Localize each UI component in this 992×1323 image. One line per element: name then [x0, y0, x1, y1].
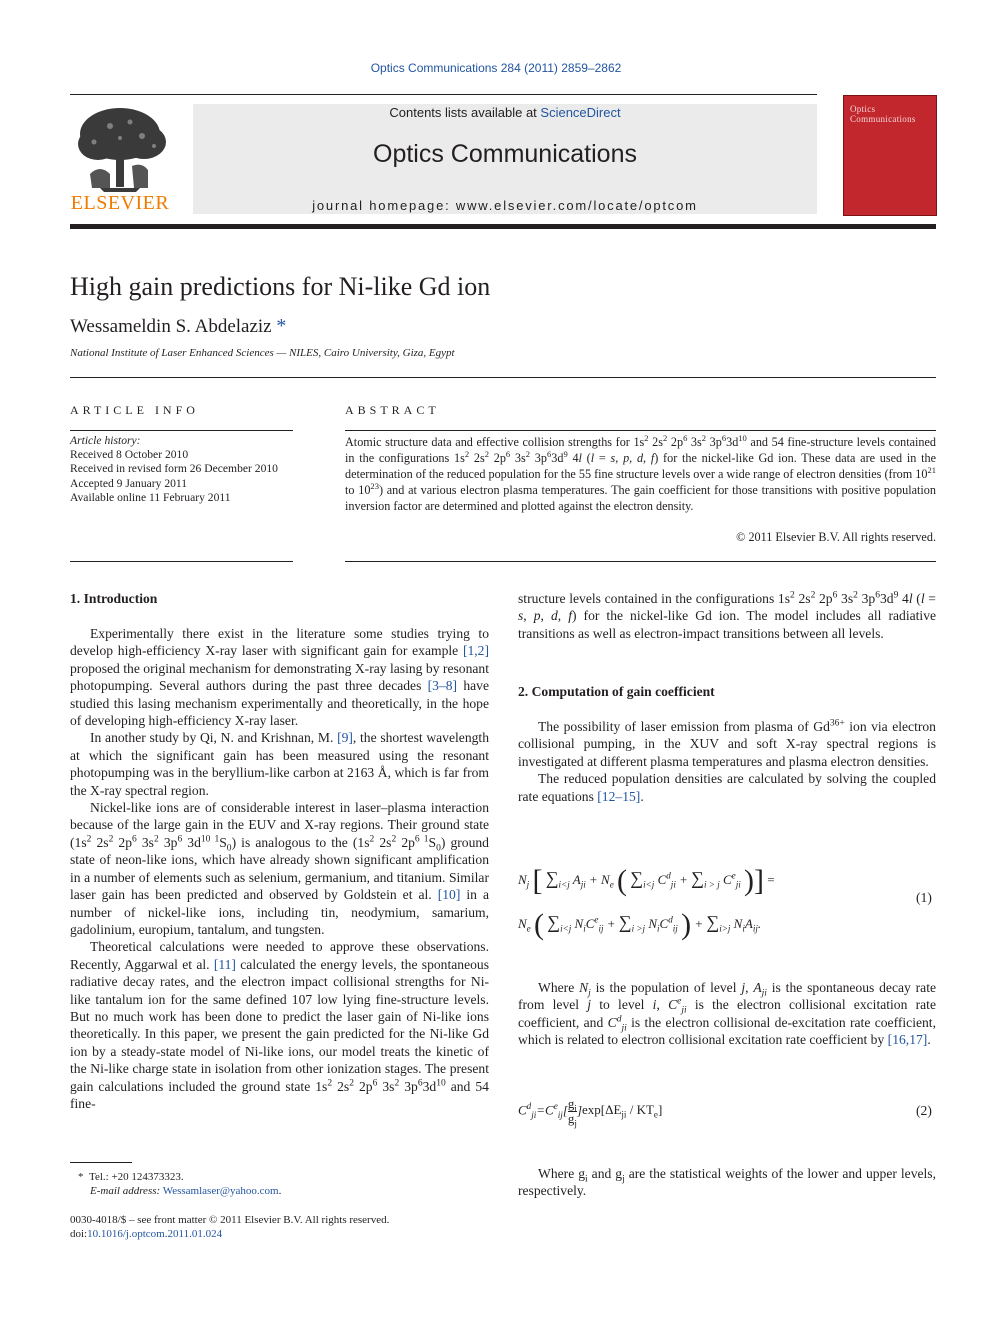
cover-title	[850, 104, 930, 124]
journal-cover-thumbnail	[843, 95, 937, 216]
gain-paragraph-3: Where $N_j$ is the population of level j, $A_{ji}$ is the spontaneous decay rate from level j to level i, $C^e_{ji}$ is the electron collisional excitation rate coefficient, and $C^d_{ji}$ is the electron collisional de-excitation rate coefficient, which is related to electron collisional excitation rate coefficient by [16,17].	[518, 980, 937, 1048]
gain-body	[518, 718, 936, 805]
history-accepted: Accepted 9 January 2011	[70, 476, 188, 490]
abstract-rule	[345, 430, 936, 431]
equation-1-number: (1)	[916, 890, 932, 905]
footnote-tel: Tel.: +20 124373323.	[89, 1171, 184, 1183]
section-heading-gain: 2. Computation of gain coefficient	[518, 684, 715, 699]
gain-definitions	[518, 979, 936, 1049]
equation-1-line-1: $N_j$ [ $\sum_{i<j}$ $A_{ji} + N_e$ ( $\sum_{i<j}$ $C^d_{ji} + \sum_{i > j}$ $C^e_{ji}$ )] =	[518, 864, 775, 897]
equation-1-line-2: $N_e$ ( $\sum_{i<j}$ $N_iC^e_{ij} + \sum_{i >j}$ $N_iC^d_{ij}$ ) + $\sum_{i>j}$ $N_iA_{ij}$.	[518, 908, 762, 941]
abstract-text: Atomic structure data and effective collision strengths for $1s^2$ $2s^2$ $2p^6$ $3s^2$ $3p^63d^{10}$ and 54 fine-structure levels contained in the configurations $1s^2$ $2s^2$ $2p^6$ $3s^2$ $3p^63d^9$ 4l (l = s, p, d, f) for the nickel-like Gd ion. These data are used in the determination of the reduced population for the 55 fine structure levels over a wide range of electron densities (from $10^{21}$ to $10^{23}$) and at various electron plasma temperatures. The gain coefficient for those transitions with positive population inversion factor are determined and plotted against the electron density.	[345, 432, 937, 513]
section-heading-introduction: 1. Introduction	[70, 591, 158, 606]
abstract-bottom-rule	[345, 561, 936, 562]
intro-paragraph-3: Nickel-like ions are of considerable interest in laser–plasma interaction because of the large gain in the EUV and X-ray regions. Their ground state ($1s^2$ $2s^2$ $2p^6$ $3s^2$ $3p^6$ $3d^{10 1}S_0$) is analogous to the ($1s^2$ $2s^2$ $2p^{6 1}S_0$) ground state of neon-like ions, which have already shown significant amplification in a number of elements such as selenium, germanium, and titanium. Similar laser gain has been predicted and observed by Goldstein et al. [10] in a number of nickel-like ions, including tin, neodymium, samarium, gadolinium, europium, tantalum, and tungsten.	[70, 800, 490, 937]
copyright-notice: © 2011 Elsevier B.V. All rights reserved.	[736, 530, 936, 544]
equation-1	[518, 852, 818, 948]
intro-paragraph-1: Experimentally there exist in the literature some studies trying to develop high-efficiency X-ray laser with significant gain for example [1,2] proposed the original mechanism for demonstrating X-ray lasing by resonant photopumping. Several authors during the past three decades [3–8] have studied this lasing mechanism experimentally and theoretically, in the hope of developing high-efficiency X-ray laser.	[70, 626, 489, 729]
intro-paragraph-4-continued: structure levels contained in the configurations $1s^2$ $2s^2$ $2p^6$ $3s^2$ $3p^63d^9$ 4l (l = s, p, d, f) for the nickel-like Gd ion. The model includes all radiative transitions as well as electron-impact transitions between all levels.	[518, 590, 937, 641]
history-label: Article history:	[70, 434, 141, 447]
front-matter-footer	[70, 1213, 389, 1241]
journal-citation[interactable]: Optics Communications 284 (2011) 2859–2862	[370, 61, 622, 75]
history-revised: Received in revised form 26 December 2010	[70, 462, 278, 476]
introduction-body	[70, 625, 489, 1112]
article-info-rule	[70, 430, 293, 431]
abstract-label: ABSTRACT	[345, 403, 440, 417]
header-top-rule	[70, 94, 817, 95]
author-line	[70, 315, 286, 338]
publisher-name: ELSEVIER	[70, 192, 170, 214]
gain-paragraph-1: The possibility of laser emission from plasma of $Gd^{36+}$ ion via electron collisional pumping, in the XUV and soft X-ray spectral regions is investigated at different plasma temperatures and plasma electron densities.	[518, 718, 936, 769]
author-footnote	[78, 1170, 281, 1198]
doi-label: doi:	[70, 1228, 88, 1241]
footnote-email-line: E-mail address: Wessamlaser@yahoo.com.	[90, 1185, 282, 1198]
footnote-tel-line: * Tel.: +20 124373323.	[78, 1171, 184, 1183]
contents-prefix: Contents lists available at	[389, 105, 541, 120]
gain-paragraph-4: Where $g_i$ and $g_j$ are the statistical weights of the lower and upper levels, respectively.	[518, 1166, 936, 1199]
equation-2: $C^d_{ji}=C^e_{ij}$[ $\frac{g_i}{g_j}$ ]$\exp[\Delta E_{ji} / KT_e]$	[518, 1096, 663, 1129]
article-info-label: ARTICLE INFO	[70, 403, 199, 417]
doi-line	[70, 1227, 389, 1241]
doi-link[interactable]: 10.1016/j.optcom.2011.01.024	[87, 1228, 223, 1241]
intro-paragraph-4: Theoretical calculations were needed to approve these observations. Recently, Aggarwal et al. [11] calculated the energy levels, the spontaneous radiative decay rates, and the electron impact collisional strengths for Ni-like tantalum ion for the same defined 107 low lying fine-structure levels. But no much work has been done to predict the laser gain of Ni-like ions theoretically. In this paper, we present the gain predicted for the Ni-like Gd ion by a steady-state model of Ni-like ions, our model treats the kinetic of the Ni-like charge state in isolation from other ionization stages. The present gain calculations included the ground state $1s^2$ $2s^2$ $2p^6$ $3s^2$ $3p^63d^{10}$ and 54 fine-	[70, 939, 489, 1111]
author-footnote-mark[interactable]: *	[276, 315, 287, 337]
gain-paragraph-2: The reduced population densities are calculated by solving the coupled rate equations [12–15].	[518, 771, 936, 804]
header-thick-rule	[70, 224, 936, 229]
article-history	[70, 434, 294, 505]
history-online: Available online 11 February 2011	[70, 490, 231, 504]
author-affiliation: National Institute of Laser Enhanced Sciences — NILES, Cairo University, Giza, Egypt	[70, 347, 455, 359]
footnote-email[interactable]: Wessamlaser@yahoo.com	[162, 1185, 279, 1198]
sciencedirect-link[interactable]: ScienceDirect	[540, 105, 621, 120]
history-received: Received 8 October 2010	[70, 448, 189, 462]
intro-paragraph-2: In another study by Qi, N. and Krishnan, M. [9], the shortest wavelength at which the significant gain has been measured using the resonant photopumping was in the beryllium-like carbon at 2163 Å, which is far from the X-ray spectral region.	[70, 730, 489, 798]
title-divider	[70, 377, 936, 378]
front-matter: 0030-4018/$ – see front matter © 2011 Elsevier B.V. All rights reserved.	[70, 1214, 390, 1226]
article-title: High gain predictions for Ni-like Gd ion	[70, 272, 491, 301]
footnote-email-label: E-mail address:	[90, 1185, 161, 1198]
footnote-rule	[70, 1162, 132, 1163]
contents-availability	[193, 105, 817, 120]
journal-title: Optics Communications	[373, 140, 637, 168]
equation-2-number: (2)	[916, 1103, 932, 1118]
cover-title-line1: Optics	[850, 104, 876, 114]
cover-title-line2: Communications	[850, 114, 916, 124]
introduction-continued	[518, 590, 936, 642]
statistical-weights-text	[518, 1165, 936, 1200]
journal-homepage[interactable]: journal homepage: www.elsevier.com/locate/optcom	[312, 198, 698, 213]
article-info-bottom-rule	[70, 561, 293, 562]
author-name: Wessameldin S. Abdelaziz	[70, 316, 272, 337]
